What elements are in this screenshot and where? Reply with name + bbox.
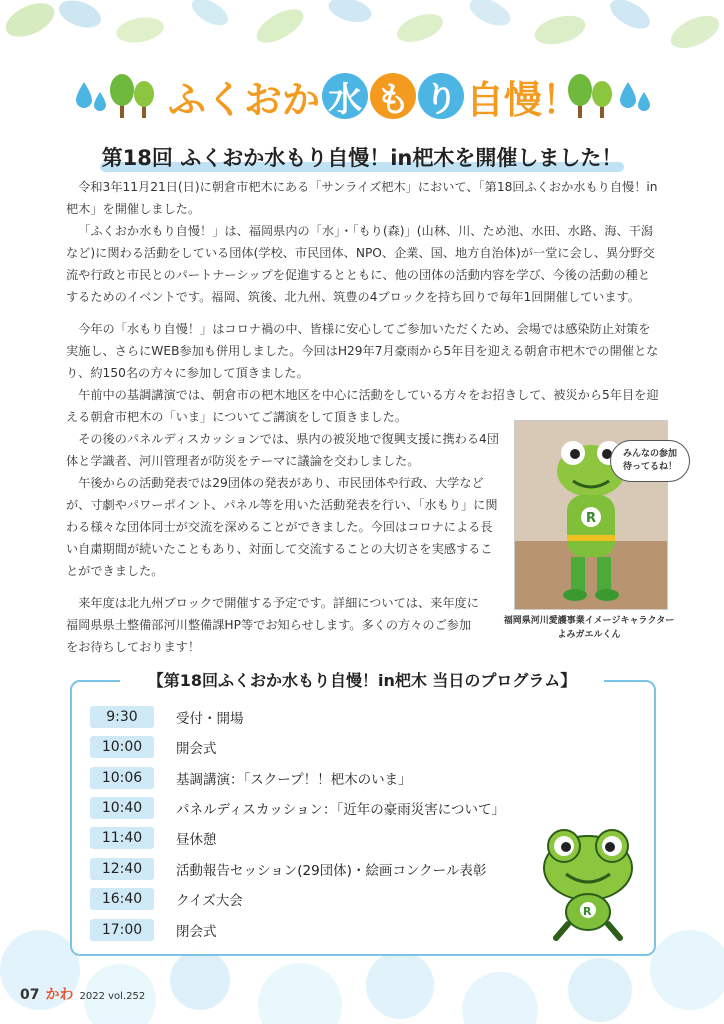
svg-text:R: R (583, 905, 592, 918)
program-row (90, 858, 486, 880)
program-time: 17:00 (90, 919, 154, 941)
banner-title (168, 70, 580, 122)
banner-title-bubble-1: 水 (322, 73, 368, 119)
program-label: 開会式 (176, 741, 217, 757)
caption-line-1: 福岡県河川愛護事業イメージキャラクター (503, 616, 675, 626)
program-time: 11:40 (90, 827, 154, 849)
program-label: パネルディスカッション：「近年の豪雨災害について」 (176, 802, 505, 818)
program-time: 10:06 (90, 767, 154, 789)
page-footer (20, 984, 145, 1004)
article-closing (66, 592, 482, 658)
program-row (90, 827, 217, 849)
issue-info: 2022 vol.252 (79, 991, 146, 1002)
program-label: 昼休憩 (176, 832, 217, 848)
program-time: 10:40 (90, 797, 154, 819)
article-body (66, 318, 660, 428)
paragraph: 令和3年11月21日(日)に朝倉市杷木にある「サンライズ杷木」において、「第18回ふくおか水もり自慢！in杷木」を開催しました。 (66, 180, 658, 216)
paragraph: 「ふくおか水もり自慢！」は、福岡県内の「水」・「もり(森)」(山林、川、ため池、水田、水路、海、干潟など)に関わる活動をしている団体(学校、市民団体、NPO、企業、国、地方自治体)が一堂に会し、異分野交流や行政と市民とのパートナーシップを促進するとともに、他の団体の活動内容を学び、今後の活動の種とするためのイベントです。福岡、筑後、北九州、筑豊の4ブロックを持ち回りで毎年1回開催しています。 (66, 224, 655, 304)
program-row (90, 919, 217, 941)
program-label: 活動報告セッション(29団体)・絵画コンクール表彰 (176, 863, 487, 879)
page-number: 07 (20, 987, 40, 1003)
banner-title-post: 自慢！ (466, 77, 581, 122)
speech-line-1: みんなの参加 (622, 449, 677, 459)
article-body-narrow (66, 428, 502, 582)
paragraph: その後のパネルディスカッションでは、県内の被災地で復興支援に携わる4団体と学識者、河川管理者が防災をテーマに議論を交わしました。 (66, 432, 499, 468)
program-time: 9:30 (90, 706, 154, 728)
paragraph: 午前中の基調講演では、朝倉市の杷木地区を中心に活動をしている方々をお招きして、被災から5年目を迎える朝倉市杷木の「いま」についてご講演をして頂きました。 (66, 388, 659, 424)
leaves-decoration (0, 0, 724, 70)
program-time: 16:40 (90, 888, 154, 910)
program-time: 10:00 (90, 736, 154, 758)
article-intro (66, 176, 660, 308)
program-label: 閉会式 (176, 924, 217, 940)
program-row (90, 767, 412, 789)
program-row (90, 888, 243, 910)
program-row (90, 797, 505, 819)
program-time: 12:40 (90, 858, 154, 880)
banner-title-bubble-3: り (418, 73, 464, 119)
photo-caption (478, 614, 700, 642)
article-subtitle: 第18回 ふくおか水もり自慢！in杷木を開催しました！ (90, 140, 634, 176)
program-heading: 【第18回ふくおか水もり自慢！in杷木 当日のプログラム】 (120, 668, 604, 694)
caption-line-2: よみガエルくん (557, 630, 621, 640)
speech-bubble (610, 440, 690, 482)
banner-title-pre: ふくおか (168, 77, 321, 122)
banner-title-bubble-2: も (370, 73, 416, 119)
program-label: 基調講演：「スクープ！！杷木のいま」 (176, 772, 412, 788)
program-label: クイズ大会 (176, 893, 243, 909)
paragraph: 午後からの活動発表では29団体の発表があり、市民団体や行政、大学などが、寸劇やパワーポイント、パネル等を用いた活動発表を行い、「水もり」に関わる様々な団体同士が交流を深めることができました。今回はコロナによる長い自粛期間が続いたこともあり、対面して交流することの大切さを実感することができました。 (66, 476, 498, 578)
frog-character-icon (528, 824, 648, 944)
program-row (90, 736, 217, 758)
paragraph: 来年度は北九州ブロックで開催する予定です。詳細については、来年度に福岡県県土整備部河川整備課HP等でお知らせします。多くの方々のご参加をお待ちしております！ (66, 596, 479, 654)
magazine-brand: かわ (45, 987, 74, 1003)
paragraph: 今年の「水もり自慢！」はコロナ禍の中、皆様に安心してご参加いただくため、会場では感染防止対策を実施し、さらにWEB参加も併用しました。今回はH29年7月豪雨から5年目を迎える朝倉市杷木での開催となり、約150名の方々に参加して頂きました。 (66, 322, 659, 380)
speech-line-2: 待ってるね！ (622, 462, 677, 472)
program-row (90, 706, 244, 728)
program-label: 受付・開場 (176, 711, 244, 727)
svg-text:R: R (586, 511, 597, 526)
